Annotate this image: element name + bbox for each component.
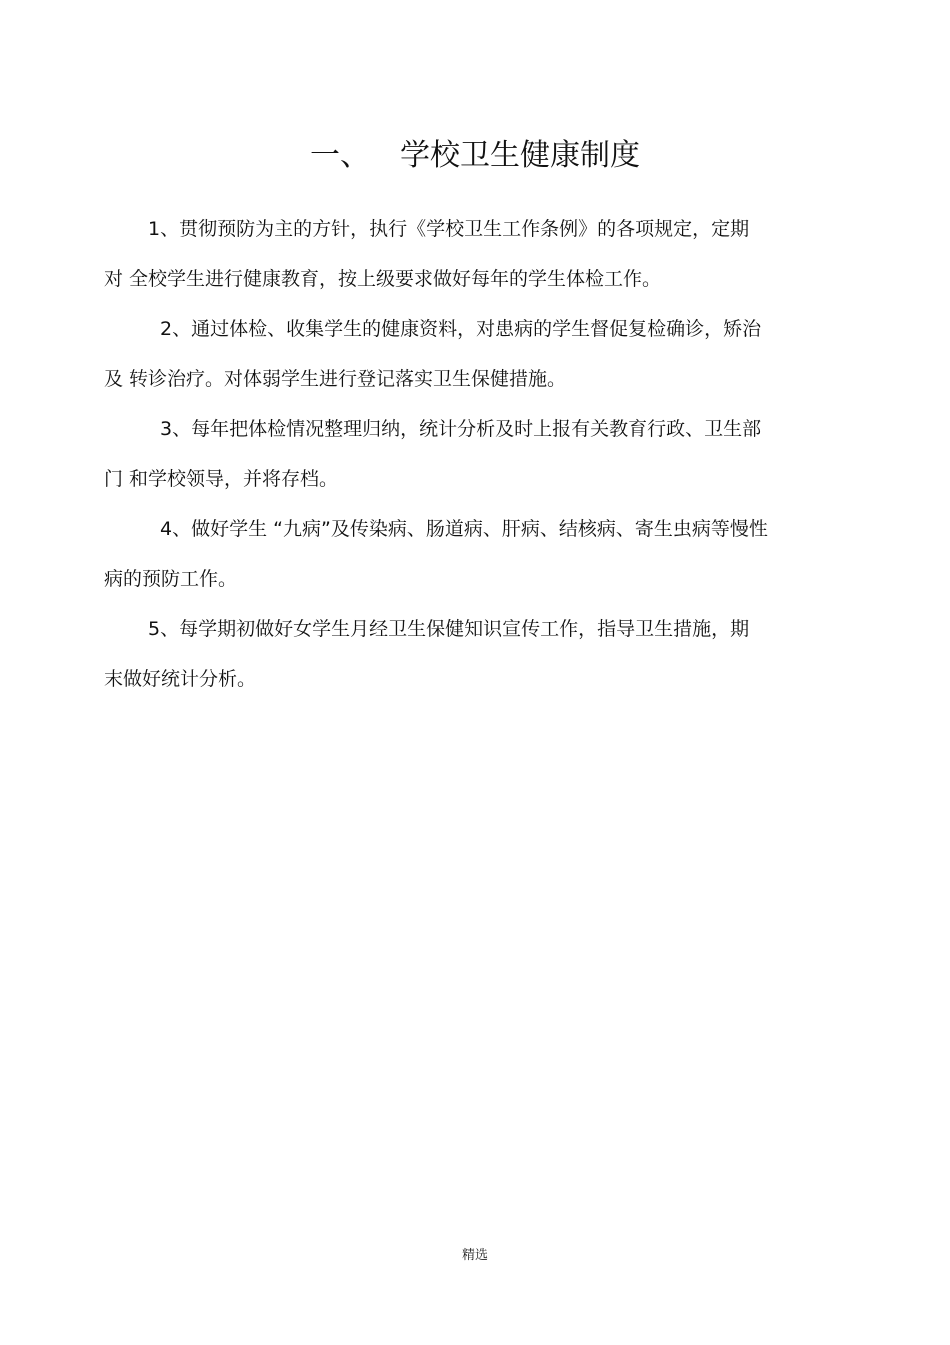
paragraph-line: 4、做好学生 “九病”及传染病、肠道病、肝病、结核病、寄生虫病等慢性 [160,518,768,540]
title-text: 学校卫生健康制度 [400,138,640,173]
paragraph-1 [104,204,834,304]
paragraph-line: 病的预防工作。 [104,568,238,590]
paragraph-line: 1、贯彻预防为主的方针，执行《学校卫生工作条例》的各项规定，定期 [148,218,750,240]
paragraph-line: 门 和学校领导，并将存档。 [104,468,339,490]
title-number: 一、 [310,138,370,173]
paragraph-line: 5、每学期初做好女学生月经卫生保健知识宣传工作，指导卫生措施，期 [148,618,750,640]
paragraph-line: 2、通过体检、收集学生的健康资料，对患病的学生督促复检确诊，矫治 [160,318,762,340]
paragraph-3 [104,404,834,504]
paragraph-5 [104,604,834,704]
paragraph-line: 末做好统计分析。 [104,668,257,690]
document-title [0,134,950,178]
paragraph-line: 3、每年把体检情况整理归纳，统计分析及时上报有关教育行政、卫生部 [160,418,762,440]
paragraph-4 [104,504,834,604]
paragraph-2 [104,304,834,404]
paragraph-line: 及 转诊治疗。对体弱学生进行登记落实卫生保健措施。 [104,368,567,390]
paragraph-line: 对 全校学生进行健康教育，按上级要求做好每年的学生体检工作。 [104,268,662,290]
page-footer: 精选 [461,1248,488,1263]
